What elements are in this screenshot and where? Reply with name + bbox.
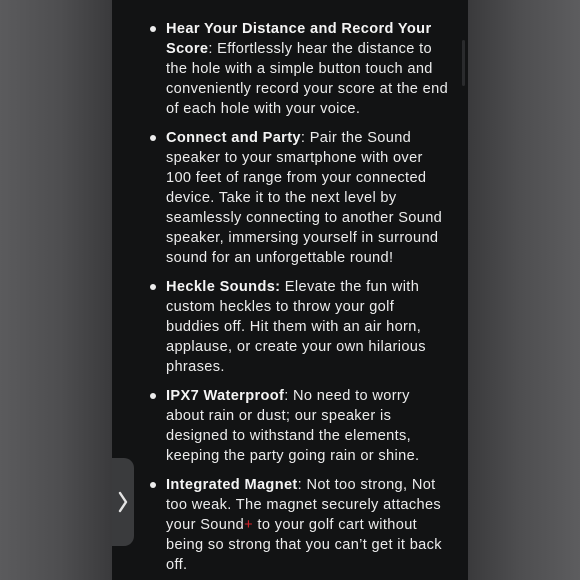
feature-item-heckle <box>112 277 468 377</box>
bullet-icon <box>150 482 156 488</box>
product-description-panel <box>112 0 468 580</box>
bullet-icon <box>150 135 156 141</box>
chevron-right-icon <box>118 491 128 513</box>
feature-title: Heckle Sounds: <box>166 279 281 295</box>
feature-separator: : <box>208 41 213 57</box>
feature-text: Elevate the fun with custom heckles to throw your golf buddies off. Hit them with an air horn, applause, or create your own hilarious phrases. <box>166 279 426 375</box>
feature-separator: : <box>300 130 306 146</box>
feature-title: IPX7 Waterproof <box>166 388 285 404</box>
feature-item-waterproof <box>112 386 468 466</box>
feature-title: Connect and Party <box>166 130 301 146</box>
feature-item-connect <box>112 128 468 268</box>
feature-text: Not too strong, Not too weak. The magnet securely attaches your Sound <box>166 477 442 533</box>
feature-item-magnet <box>112 475 468 575</box>
feature-text: No need to worry about rain or dust; our speaker is designed to withstand the elements, keeping the party going rain or shine. <box>166 388 420 464</box>
feature-separator: : <box>284 388 289 404</box>
feature-text-continued: to your golf cart without being so strong that you can’t get it back off. <box>166 517 442 573</box>
feature-text: Pair the Sound speaker to your smartphone with over 100 feet of range from your connected device. Take it to the next level by seamlessly connecting to another Sound speaker, immersing yourself in surround sound for an unforgettable round! <box>166 130 443 266</box>
feature-item-distance <box>112 19 468 119</box>
expand-side-tab[interactable] <box>112 458 134 546</box>
feature-list <box>112 19 468 580</box>
feature-text: Effortlessly hear the distance to the hole with a simple button touch and conveniently record your score at the end of each hole with your voice. <box>166 41 449 117</box>
bullet-icon <box>150 26 156 32</box>
feature-title: Hear Your Distance and Record Your Score <box>166 21 432 57</box>
feature-title: Integrated Magnet <box>166 477 298 493</box>
plus-mark: + <box>244 517 254 533</box>
feature-separator: : <box>297 477 303 493</box>
bullet-icon <box>150 284 156 290</box>
bullet-icon <box>150 393 156 399</box>
